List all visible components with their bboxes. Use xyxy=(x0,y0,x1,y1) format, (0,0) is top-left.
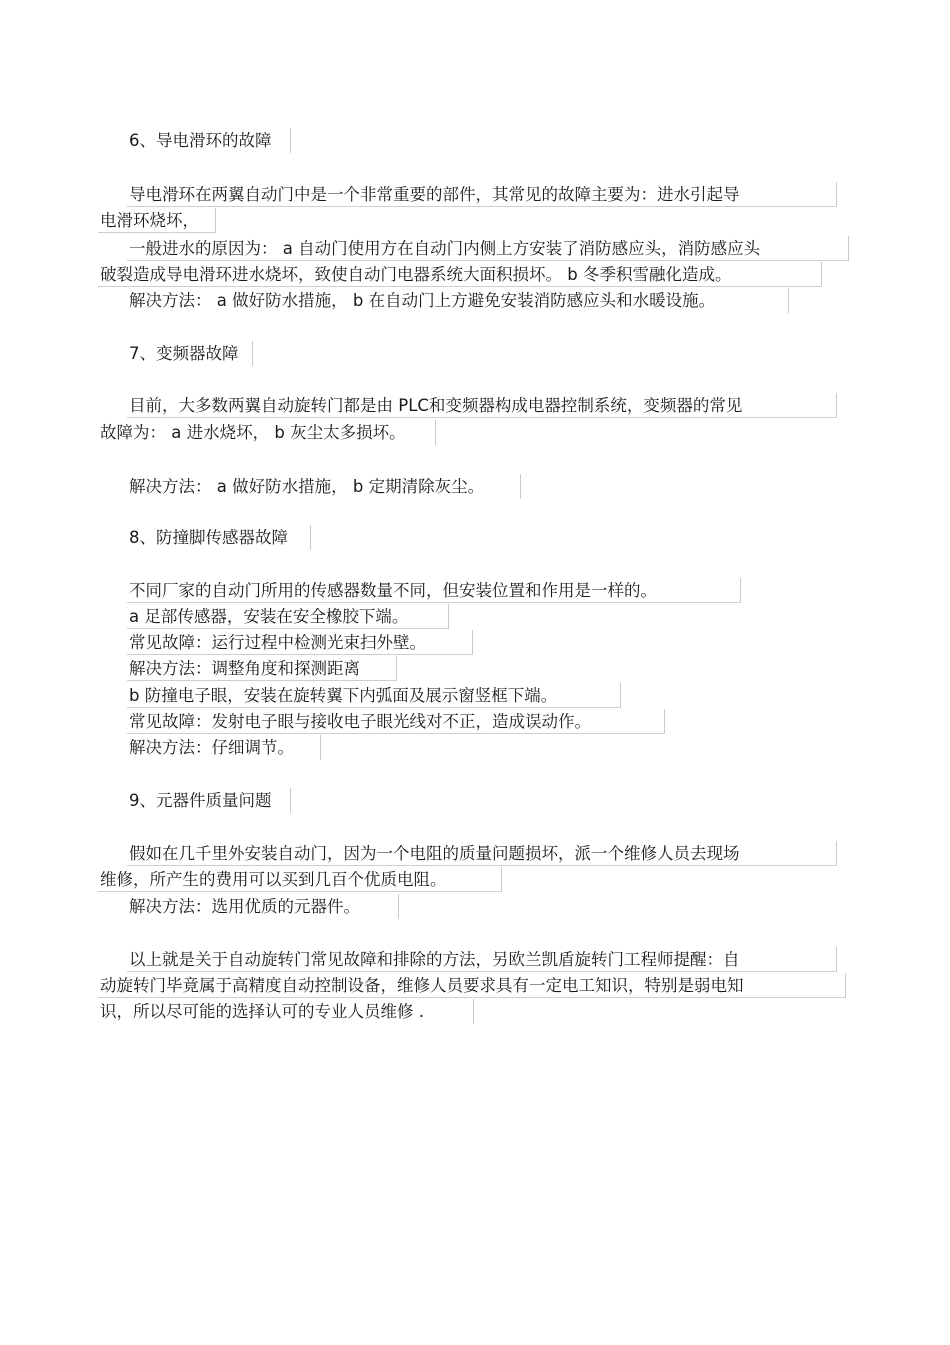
section-8-line6: 常见故障：发射电子眼与接收电子眼光线对不正，造成误动作。 xyxy=(127,709,665,734)
section-8-heading: 8、防撞脚传感器故障 xyxy=(127,525,311,550)
section-8-line2: a 足部传感器，安装在安全橡胶下端。 xyxy=(127,604,449,629)
closing-line1: 以上就是关于自动旋转门常见故障和排除的方法，另欧兰凯盾旋转门工程师提醒：自 xyxy=(127,947,837,972)
section-9-solution: 解决方法：选用优质的元器件。 xyxy=(127,894,399,919)
section-6-solution: 解决方法： a 做好防水措施， b 在自动门上方避免安装消防感应头和水暖设施。 xyxy=(127,288,789,313)
section-6-para1-line2: 电滑环烧坏， xyxy=(98,208,216,233)
section-6-para2-line2: 破裂造成导电滑环进水烧坏，致使自动门电器系统大面积损坏。 b 冬季积雪融化造成。 xyxy=(98,262,822,287)
section-8-line3: 常见故障：运行过程中检测光束扫外壁。 xyxy=(127,630,473,655)
section-7-para1-line1: 目前，大多数两翼自动旋转门都是由 PLC和变频器构成电器控制系统，变频器的常见 xyxy=(127,393,837,418)
section-7-solution: 解决方法： a 做好防水措施， b 定期清除灰尘。 xyxy=(127,474,521,499)
section-9-para1-line2: 维修，所产生的费用可以买到几百个优质电阻。 xyxy=(98,867,502,892)
closing-line3: 识，所以尽可能的选择认可的专业人员维修 . xyxy=(98,999,474,1024)
section-7-heading: 7、变频器故障 xyxy=(127,341,253,366)
section-6-heading: 6、导电滑环的故障 xyxy=(127,128,291,153)
section-8-line1: 不同厂家的自动门所用的传感器数量不同，但安装位置和作用是一样的。 xyxy=(127,578,741,603)
section-9-para1-line1: 假如在几千里外安装自动门，因为一个电阻的质量问题损坏，派一个维修人员去现场 xyxy=(127,841,837,866)
closing-line2: 动旋转门毕竟属于高精度自动控制设备，维修人员要求具有一定电工知识，特别是弱电知 xyxy=(98,973,846,998)
section-7-para1-line2: 故障为： a 进水烧坏， b 灰尘太多损坏。 xyxy=(98,420,436,445)
section-8-line7: 解决方法：仔细调节。 xyxy=(127,735,321,760)
section-8-line4: 解决方法：调整角度和探测距离 xyxy=(127,656,397,681)
section-6-para2-line1: 一般进水的原因为： a 自动门使用方在自动门内侧上方安装了消防感应头，消防感应头 xyxy=(127,236,849,261)
section-9-heading: 9、元器件质量问题 xyxy=(127,788,291,813)
section-6-para1-line1: 导电滑环在两翼自动门中是一个非常重要的部件，其常见的故障主要为：进水引起导 xyxy=(127,182,837,207)
section-8-line5: b 防撞电子眼，安装在旋转翼下内弧面及展示窗竖框下端。 xyxy=(127,683,621,708)
